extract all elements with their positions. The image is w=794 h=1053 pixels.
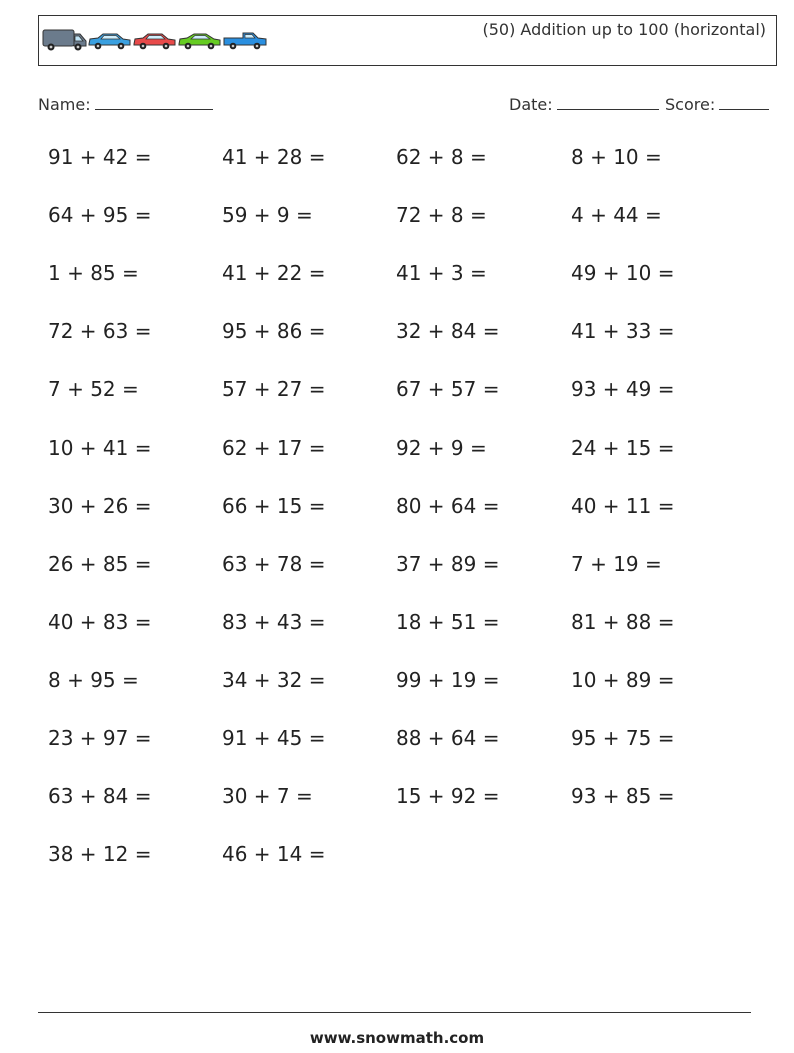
- worksheet-header: [38, 15, 777, 66]
- footer-website: www.snowmath.com: [309, 1029, 485, 1047]
- addition-problem: 7 + 52 =: [48, 377, 139, 402]
- addition-problem: 40 + 83 =: [48, 609, 152, 634]
- addition-problem: 8 + 10 =: [571, 145, 662, 169]
- addition-problem: 38 + 12 =: [48, 842, 152, 867]
- addition-problem: 40 + 11 =: [571, 493, 675, 518]
- addition-problem: 24 + 15 =: [571, 435, 675, 460]
- addition-problem: 88 + 64 =: [396, 726, 500, 750]
- addition-problem: 41 + 22 =: [222, 261, 326, 286]
- addition-problem: 95 + 86 =: [222, 319, 326, 344]
- score-blank[interactable]: [719, 93, 769, 110]
- footer-divider: [38, 1012, 751, 1013]
- addition-problem: 91 + 42 =: [48, 145, 152, 169]
- addition-problem: 34 + 32 =: [222, 667, 326, 692]
- addition-problem: 59 + 9 =: [222, 203, 313, 228]
- addition-problem: 93 + 49 =: [571, 377, 675, 402]
- addition-problem: 99 + 19 =: [396, 667, 500, 692]
- addition-problem: 91 + 45 =: [222, 726, 326, 750]
- addition-problem: 93 + 85 =: [571, 784, 675, 809]
- student-fields: [38, 93, 771, 115]
- addition-problem: 92 + 9 =: [396, 435, 487, 460]
- name-label: Name:: [38, 95, 91, 114]
- date-blank[interactable]: [557, 93, 659, 110]
- addition-problem: 63 + 78 =: [222, 551, 326, 576]
- addition-problem: 63 + 84 =: [48, 784, 152, 809]
- addition-problem: 72 + 8 =: [396, 203, 487, 228]
- addition-problem: 32 + 84 =: [396, 319, 500, 344]
- green-car-icon: [179, 34, 220, 49]
- addition-problem: 41 + 3 =: [396, 261, 487, 286]
- addition-problem: 30 + 7 =: [222, 784, 313, 809]
- addition-problem: 46 + 14 =: [222, 842, 326, 867]
- addition-problem: 8 + 95 =: [48, 667, 139, 692]
- addition-problem: 15 + 92 =: [396, 784, 500, 809]
- addition-problem: 37 + 89 =: [396, 551, 500, 576]
- addition-problem: 30 + 26 =: [48, 493, 152, 518]
- addition-problem: 83 + 43 =: [222, 609, 326, 634]
- addition-problem: 1 + 85 =: [48, 261, 139, 286]
- addition-problem: 95 + 75 =: [571, 726, 675, 750]
- addition-problem: 81 + 88 =: [571, 609, 675, 634]
- addition-problem: 49 + 10 =: [571, 261, 675, 286]
- addition-problem: 18 + 51 =: [396, 609, 500, 634]
- addition-problem: 23 + 97 =: [48, 726, 152, 750]
- name-blank[interactable]: [95, 93, 213, 110]
- addition-problem: 72 + 63 =: [48, 319, 152, 344]
- addition-problem: 67 + 57 =: [396, 377, 500, 402]
- worksheet-title: (50) Addition up to 100 (horizontal): [482, 20, 766, 39]
- score-field[interactable]: [665, 93, 769, 114]
- addition-problem: 66 + 15 =: [222, 493, 326, 518]
- name-field[interactable]: [38, 93, 213, 114]
- vehicle-icons: [42, 27, 267, 53]
- red-car-icon: [134, 34, 175, 49]
- addition-problem: 4 + 44 =: [571, 203, 662, 228]
- addition-problem: 7 + 19 =: [571, 551, 662, 576]
- pickup-truck-icon: [224, 33, 266, 49]
- date-label: Date:: [509, 95, 553, 114]
- addition-problem: 26 + 85 =: [48, 551, 152, 576]
- addition-problem: 62 + 17 =: [222, 435, 326, 460]
- addition-problem: 41 + 33 =: [571, 319, 675, 344]
- addition-problem: 64 + 95 =: [48, 203, 152, 228]
- addition-problem: 41 + 28 =: [222, 145, 326, 169]
- addition-problem: 57 + 27 =: [222, 377, 326, 402]
- addition-problem: 10 + 89 =: [571, 667, 675, 692]
- addition-problem: 62 + 8 =: [396, 145, 487, 169]
- addition-problem: 80 + 64 =: [396, 493, 500, 518]
- date-field[interactable]: [509, 93, 659, 114]
- addition-problem: 10 + 41 =: [48, 435, 152, 460]
- van-icon: [43, 30, 86, 51]
- score-label: Score:: [665, 95, 716, 114]
- blue-car-icon: [89, 34, 130, 49]
